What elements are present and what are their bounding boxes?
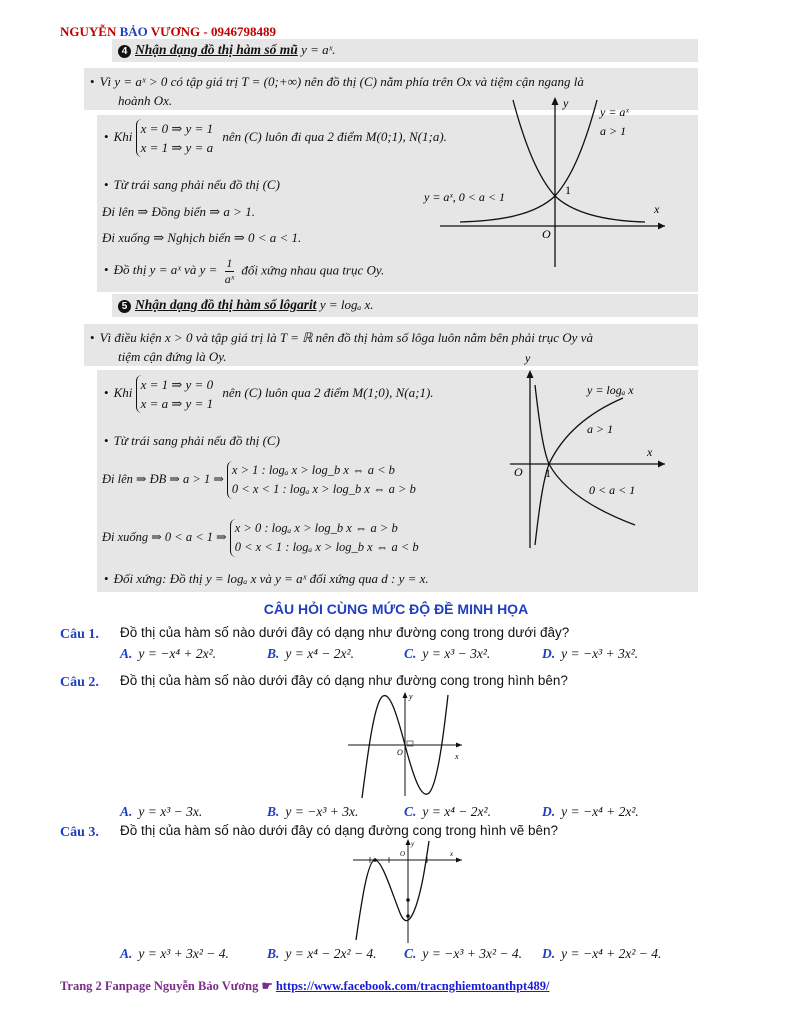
log-origin-label: O xyxy=(514,465,523,479)
q2-option-b[interactable]: B. y = −x³ + 3x. xyxy=(267,804,359,819)
author-name-a: NGUYỄN xyxy=(60,24,120,39)
exp-one-label: 1 xyxy=(565,183,571,197)
q1-option-d[interactable]: D. y = −x³ + 3x². xyxy=(542,646,639,661)
q3-graph xyxy=(350,838,465,946)
log-one-label: 1 xyxy=(545,466,551,480)
q2-graph xyxy=(345,690,465,800)
log-lr: • Từ trái sang phải nếu đồ thị (C) xyxy=(104,433,280,449)
q2-x-label: x xyxy=(455,752,459,761)
exp-label-dec: y = aˣ, 0 < a < 1 xyxy=(424,190,506,204)
log-symmetry: • Đối xứng: Đồ thị y = logₐ x và y = aˣ đối xứng qua d : y = x. xyxy=(104,571,429,587)
page-header xyxy=(60,24,276,40)
log-label-dec: 0 < a < 1 xyxy=(589,483,636,497)
exp-origin-label: O xyxy=(542,227,551,241)
badge-five-icon: 5 xyxy=(118,300,131,313)
q3-option-a[interactable]: A. y = x³ + 3x² − 4. xyxy=(120,946,229,961)
exp-y-label: y xyxy=(563,96,569,110)
log-graph xyxy=(505,350,675,550)
exp-x-label: x xyxy=(654,202,660,216)
log-cases: • Khi x = 1 ⇒ y = 0 x = a ⇒ y = 1 nên (C) luôn qua 2 điểm M(1;0), N(a;1). xyxy=(104,375,434,413)
badge-four-icon: 4 xyxy=(118,45,131,58)
exp-brace: x = 0 ⇒ y = 1 x = 1 ⇒ y = a xyxy=(136,119,213,157)
log-y-arrow-icon xyxy=(527,370,534,378)
exp-cases: • Khi x = 0 ⇒ y = 1 x = 1 ⇒ y = a nên (C) luôn đi qua 2 điểm M(0;1), N(1;a). xyxy=(104,119,447,157)
q1-option-a[interactable]: A. y = −x⁴ + 2x². xyxy=(120,646,217,661)
q2-option-a[interactable]: A. y = x³ − 3x. xyxy=(120,804,203,819)
log-curve-decreasing xyxy=(535,385,635,525)
exp-lr: • Từ trái sang phải nếu đồ thị (C) xyxy=(104,177,280,193)
question-2: Câu 2. Đồ thị của hàm số nào dưới đây có dạng như đường cong trong hình bên? xyxy=(60,673,568,690)
q3-y-arrow-icon xyxy=(406,839,411,845)
q3-point-min xyxy=(406,914,410,918)
exp-graph xyxy=(420,95,670,270)
q2-option-d[interactable]: D. y = −x⁴ + 2x². xyxy=(542,804,639,819)
log-x-label: x xyxy=(647,445,653,459)
question-1: Câu 1. Đồ thị của hàm số nào dưới đây có dạng như đường cong trong dưới đây? xyxy=(60,625,570,642)
q3-point-max xyxy=(373,858,377,862)
q1-option-c[interactable]: C. y = x³ − 3x². xyxy=(404,646,491,661)
q1-option-b[interactable]: B. y = x⁴ − 2x². xyxy=(267,646,354,661)
exp-label-inc: y = aˣ xyxy=(600,105,629,119)
q3-x-label: x xyxy=(450,850,454,858)
q3-y-label: y xyxy=(411,840,415,848)
section-title: CÂU HỎI CÙNG MỨC ĐỘ ĐỀ MINH HỌA xyxy=(263,601,529,617)
log-up: Đi lên ⇒ ĐB ⇒ a > 1 ⇒ x > 1 : logₐ x > log_b x ⇔ a < b 0 < x < 1 : logₐ x > log_b x ⇔ a > b xyxy=(102,461,416,499)
exp-y-arrow-icon xyxy=(552,97,559,105)
exp-symmetry: • Đồ thị y = aˣ và y = $\frac{1}{\text{aˣ}}$ đối xứng nhau qua trục Oy. xyxy=(104,256,384,287)
log-x-arrow-icon xyxy=(658,461,665,468)
exp-up: Đi lên ⇒ Đồng biến ⇒ a > 1. xyxy=(102,204,255,219)
page-footer: Trang 2 Fanpage Nguyễn Bảo Vương ☛ https://www.facebook.com/tracnghiemtoanthpt489/ xyxy=(60,979,550,993)
exp-heading: 4 Nhận dạng đồ thị hàm số mũ y = aˣ. xyxy=(118,42,336,58)
q3-x-arrow-icon xyxy=(456,858,462,863)
q3-option-c[interactable]: C. y = −x³ + 3x² − 4. xyxy=(404,946,523,961)
exp-paragraph-1: • Vì y = aˣ > 0 có tập giá trị T = (0;+∞) nên đồ thị (C) nằm phía trên Ox và tiệm cận ngang là hoành Ox. xyxy=(90,72,690,110)
log-label-inc: a > 1 xyxy=(587,422,614,436)
exp-label-inc-cond: a > 1 xyxy=(600,124,627,138)
log-label-fn: y = logₐ x xyxy=(587,383,634,397)
q2-origin-label: O xyxy=(397,748,403,757)
q2-option-c[interactable]: C. y = x⁴ − 2x². xyxy=(404,804,491,819)
q2-y-arrow-icon xyxy=(403,692,408,698)
q2-x-arrow-icon xyxy=(456,743,462,748)
exp-down: Đi xuống ⇒ Nghịch biến ⇒ 0 < a < 1. xyxy=(102,230,302,245)
question-3: Câu 3. Đồ thị của hàm số nào dưới đây có dạng đường cong trong hình vẽ bên? xyxy=(60,823,559,840)
author-name-b: BẢO xyxy=(119,24,148,39)
q3-curve xyxy=(356,841,429,940)
q3-point-y xyxy=(406,898,410,902)
q3-origin-label: O xyxy=(400,850,406,858)
log-brace: x = 1 ⇒ y = 0 x = a ⇒ y = 1 xyxy=(136,375,213,413)
log-heading: 5 Nhận dạng đồ thị hàm số lôgarit y = logₐ x. xyxy=(118,297,374,313)
exp-x-arrow-icon xyxy=(658,223,665,230)
q2-y-label: y xyxy=(409,692,413,701)
log-y-label: y xyxy=(525,351,531,365)
fanpage-link[interactable]: https://www.facebook.com/tracnghiemtoanthpt489/ xyxy=(275,979,550,993)
q3-option-b[interactable]: B. y = x⁴ − 2x² − 4. xyxy=(267,946,377,961)
author-phone: VƯƠNG - 0946798489 xyxy=(147,24,276,39)
q3-option-d[interactable]: D. y = −x⁴ + 2x² − 4. xyxy=(542,946,662,961)
log-paragraph-1: • Vì điều kiện x > 0 và tập giá trị là T = ℝ nên đồ thị hàm số lôga luôn nằm bên phải trục Oy và tiệm cận đứng là Oy. xyxy=(90,328,690,366)
log-down: Đi xuống ⇒ 0 < a < 1 ⇒ x > 0 : logₐ x > log_b x ⇔ a > b 0 < x < 1 : logₐ x > log_b x ⇔ a < b xyxy=(102,519,419,557)
